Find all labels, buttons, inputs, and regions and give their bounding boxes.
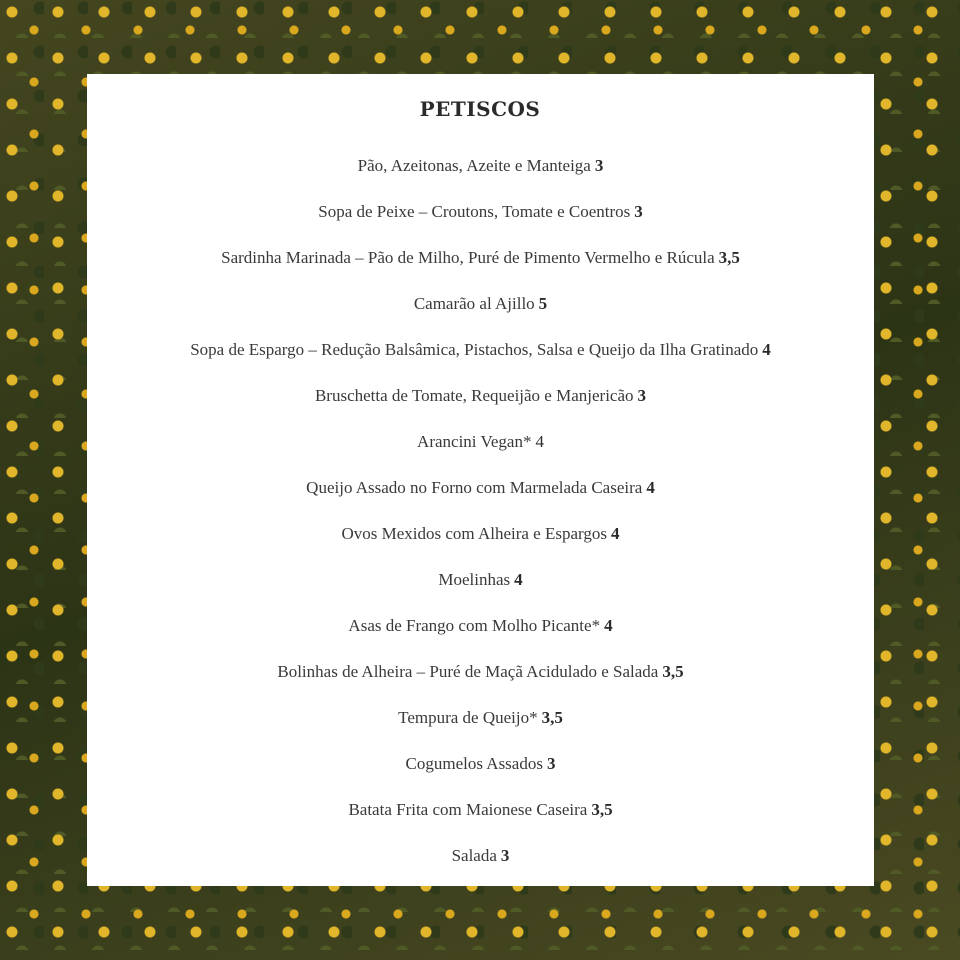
menu-item-name: Arancini Vegan*: [417, 432, 532, 451]
menu-item-name: Sopa de Peixe – Croutons, Tomate e Coentros: [318, 202, 631, 221]
menu-item: [87, 474, 874, 520]
menu-item-price: 3: [634, 202, 643, 221]
menu-item-price: 4: [604, 616, 613, 635]
menu-item: [87, 382, 874, 428]
menu-item-name: Tempura de Queijo*: [398, 708, 538, 727]
menu-item: [87, 520, 874, 566]
menu-item-name: Sopa de Espargo – Redução Balsâmica, Pistachos, Salsa e Queijo da Ilha Gratinado: [190, 340, 759, 359]
menu-item-price: 4: [762, 340, 771, 359]
menu-item-price: 4: [535, 432, 544, 451]
menu-item: [87, 704, 874, 750]
menu-item-name: Bolinhas de Alheira – Puré de Maçã Acidulado e Salada: [277, 662, 659, 681]
menu-item: [87, 290, 874, 336]
menu-item-name: Pão, Azeitonas, Azeite e Manteiga: [357, 156, 591, 175]
menu-item: [87, 244, 874, 290]
menu-item-name: Camarão al Ajillo: [413, 294, 535, 313]
menu-item: [87, 612, 874, 658]
menu-item: [87, 658, 874, 704]
menu-item-name: Queijo Assado no Forno com Marmelada Caseira: [306, 478, 643, 497]
menu-item-price: 3: [500, 846, 510, 865]
menu-item-name: Cogumelos Assados: [405, 754, 543, 773]
menu-item-price: 3: [637, 386, 647, 405]
menu-item-price: 3,5: [718, 248, 740, 267]
menu-item: [87, 152, 874, 198]
menu-item-price: 3,5: [541, 708, 563, 727]
menu-item: [87, 796, 874, 842]
menu-item-price: 3: [594, 156, 604, 175]
menu-item-price: 4: [514, 570, 523, 589]
menu-item-price: 5: [538, 294, 548, 313]
menu-item: [87, 842, 874, 888]
menu-item-name: Moelinhas: [438, 570, 511, 589]
menu-item-name: Batata Frita com Maionese Caseira: [348, 800, 588, 819]
menu-item-price: 3,5: [662, 662, 684, 681]
menu-item-name: Sardinha Marinada – Pão de Milho, Puré de Pimento Vermelho e Rúcula: [221, 248, 715, 267]
menu-item-price: 3: [546, 754, 556, 773]
menu-title: PETISCOS: [419, 97, 541, 121]
menu-item-price: 4: [611, 524, 620, 543]
menu-items-list: [87, 152, 874, 888]
menu-item-name: Ovos Mexidos com Alheira e Espargos: [341, 524, 607, 543]
menu-item: [87, 198, 874, 244]
menu-item: [87, 428, 874, 474]
menu-item-name: Bruschetta de Tomate, Requeijão e Manjericão: [314, 386, 634, 405]
menu-item-price: 4: [646, 478, 655, 497]
menu-item-name: Salada: [451, 846, 497, 865]
menu-item: [87, 750, 874, 796]
menu-item: [87, 566, 874, 612]
menu-item-name: Asas de Frango com Molho Picante*: [348, 616, 601, 635]
menu-item: [87, 336, 874, 382]
menu-item-price: 3,5: [591, 800, 613, 819]
